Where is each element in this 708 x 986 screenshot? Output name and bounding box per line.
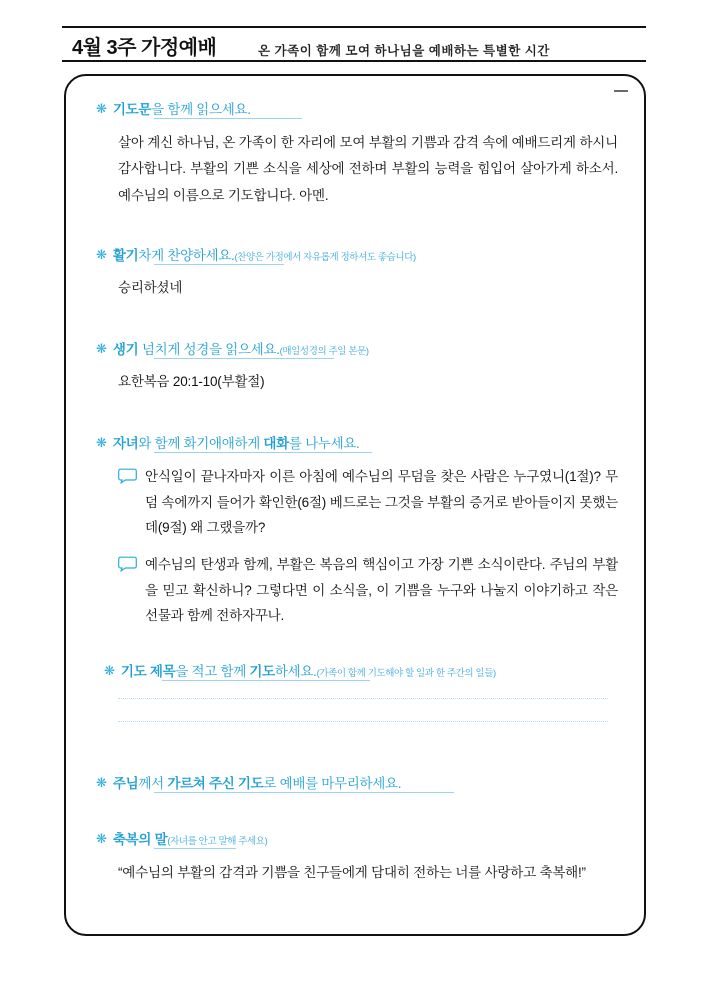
page-header <box>0 26 708 62</box>
speech-bubble-icon <box>118 468 137 484</box>
flower-bullet-icon: ❋ <box>96 101 107 116</box>
talk-question-item <box>118 552 618 629</box>
flower-bullet-icon: ❋ <box>96 831 107 846</box>
section-talk-heading <box>96 432 618 452</box>
talk-question-item <box>118 464 618 541</box>
section-blessing-heading-text: 축복의 말(자녀를 안고 말해 주세요) <box>112 832 268 847</box>
section-blessing-heading <box>96 828 618 848</box>
header-rule-bottom <box>62 60 646 62</box>
section-talk-heading-text: 자녀와 함께 화기애애하게 대화를 나누세요. <box>112 436 360 451</box>
section-praise-body: 승리하셨네 <box>118 280 183 295</box>
section-prayer-body: 살아 계신 하나님, 온 가족이 한 자리에 모여 부활의 기쁨과 감격 속에 예배드리게 하시니 감사합니다. 부활의 기쁜 소식을 세상에 전하며 부활의 능력을 힘입어 살아가게 하소서. 예수님의 이름으로 기도합니다. 아멘. <box>118 135 618 203</box>
section-talk-heading-underline <box>154 452 372 453</box>
section-bible-heading-underline <box>154 358 334 359</box>
content-card <box>64 74 646 936</box>
talk-question-text: 안식일이 끝나자마자 이른 아침에 예수님의 무덤을 찾은 사람은 누구였니(1절)? 무덤 속에까지 들어가 확인한(6절) 베드로는 그것을 부활의 증거로 받아들이지 못했는데(9절) 왜 그랬을까? <box>145 469 618 536</box>
section-bible-heading-text: 생기 넘치게 성경을 읽으세요.(매일성경의 주일 본문) <box>112 342 369 357</box>
flower-bullet-icon: ❋ <box>104 663 115 678</box>
talk-question-text: 예수님의 탄생과 함께, 부활은 복음의 핵심이고 가장 기쁜 소식이란다. 주님의 부활을 믿고 확신하니? 그렇다면 이 소식을, 이 기쁨을 누구와 나눌지 이야기하고 작은 선물과 함께 전하자꾸나. <box>145 556 618 624</box>
flower-bullet-icon: ❋ <box>96 775 107 790</box>
section-prayer-heading-underline <box>154 118 302 119</box>
flower-bullet-icon: ❋ <box>96 247 107 262</box>
write-line[interactable] <box>118 698 608 699</box>
flower-bullet-icon: ❋ <box>96 341 107 356</box>
section-praise <box>66 244 648 296</box>
section-prayer <box>66 98 648 209</box>
page-subtitle: 온 가족이 함께 모여 하나님을 예배하는 특별한 시간 <box>258 44 550 58</box>
section-lords-prayer-heading-underline <box>154 792 454 793</box>
section-prayer-requests-heading-text: 기도 제목을 적고 함께 기도하세요.(가족이 함께 기도해야 할 일과 한 주간의 일들) <box>120 664 496 679</box>
speech-bubble-icon <box>118 556 137 572</box>
page-title: 4월 3주 가정예배 <box>72 37 217 59</box>
section-talk <box>66 432 648 629</box>
flower-bullet-icon: ❋ <box>96 435 107 450</box>
prayer-request-write-area[interactable] <box>96 698 618 722</box>
section-lords-prayer <box>66 772 648 792</box>
section-prayer-requests-heading <box>96 660 618 680</box>
section-lords-prayer-heading-text: 주님께서 가르쳐 주신 기도로 예배를 마무리하세요. <box>112 776 402 791</box>
section-lords-prayer-heading <box>96 772 618 792</box>
section-bible-body: 요한복음 20:1-10(부활절) <box>118 374 265 389</box>
card-notch-mark <box>614 90 628 92</box>
section-blessing <box>66 828 648 886</box>
section-prayer-heading-text: 기도문을 함께 읽으세요. <box>112 102 251 117</box>
section-prayer-requests <box>66 660 648 744</box>
write-line[interactable] <box>118 721 608 722</box>
section-bible-heading <box>96 338 618 358</box>
section-blessing-body: “예수님의 부활의 감격과 기쁨을 친구들에게 담대히 전하는 너를 사랑하고 축복해!” <box>118 865 586 880</box>
section-prayer-requests-heading-underline <box>162 680 370 681</box>
section-prayer-heading <box>96 98 618 118</box>
section-praise-heading-underline <box>154 264 284 265</box>
section-praise-heading-text: 활기차게 찬양하세요.(찬양은 가정에서 자유롭게 정하셔도 좋습니다) <box>112 248 416 263</box>
section-praise-heading <box>96 244 618 264</box>
header-rule-top <box>62 26 646 28</box>
section-blessing-heading-underline <box>154 848 236 849</box>
section-bible <box>66 338 648 390</box>
